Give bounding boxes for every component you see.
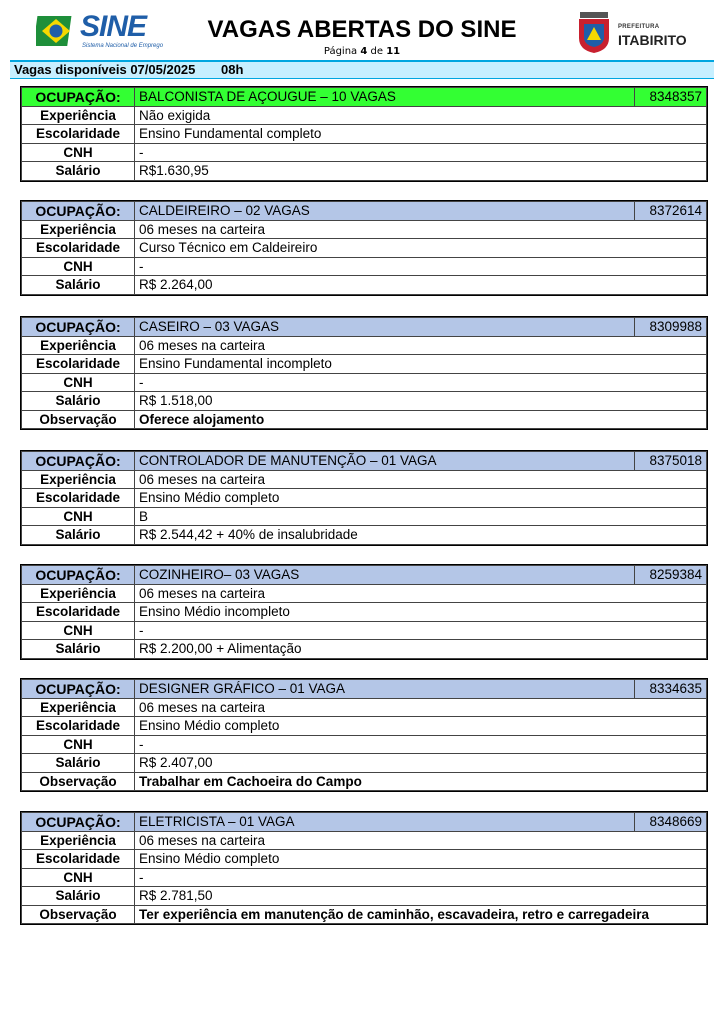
experience-row <box>22 698 707 717</box>
education-label: Escolaridade <box>22 850 135 869</box>
license-value: - <box>135 735 707 754</box>
availability-bar <box>10 60 714 79</box>
education-value: Curso Técnico em Caldeireiro <box>135 239 707 258</box>
education-label: Escolaridade <box>22 355 135 374</box>
occupation-title: CONTROLADOR DE MANUTENÇÃO – 01 VAGA <box>135 452 635 471</box>
license-row <box>22 868 707 887</box>
page-header <box>0 0 724 60</box>
occupation-label: OCUPAÇÃO: <box>22 318 135 337</box>
education-label: Escolaridade <box>22 603 135 622</box>
education-row <box>22 717 707 736</box>
observation-label: Observação <box>22 772 135 791</box>
job-code: 8259384 <box>635 566 707 585</box>
salary-label: Salário <box>22 887 135 906</box>
salary-value: R$ 2.200,00 + Alimentação <box>135 640 707 659</box>
experience-value: 06 meses na carteira <box>135 220 707 239</box>
license-row <box>22 507 707 526</box>
salary-label: Salário <box>22 276 135 295</box>
education-value: Ensino Médio completo <box>135 489 707 508</box>
salary-row <box>22 640 707 659</box>
experience-label: Experiência <box>22 584 135 603</box>
job-table <box>21 679 707 791</box>
occupation-row <box>22 452 707 471</box>
occupation-label: OCUPAÇÃO: <box>22 452 135 471</box>
salary-row <box>22 526 707 545</box>
experience-value: 06 meses na carteira <box>135 584 707 603</box>
job-code: 8334635 <box>635 680 707 699</box>
job-card <box>20 678 708 792</box>
salary-label: Salário <box>22 754 135 773</box>
prefeitura-label: PREFEITURA <box>618 24 660 30</box>
experience-label: Experiência <box>22 831 135 850</box>
education-value: Ensino Médio incompleto <box>135 603 707 622</box>
occupation-title: CALDEIREIRO – 02 VAGAS <box>135 202 635 221</box>
salary-row <box>22 887 707 906</box>
occupation-label: OCUPAÇÃO: <box>22 813 135 832</box>
occupation-row <box>22 566 707 585</box>
license-value: - <box>135 373 707 392</box>
sine-subtitle: Sistema Nacional de Emprego <box>82 43 164 49</box>
education-label: Escolaridade <box>22 239 135 258</box>
availability-time: 08h <box>221 62 244 77</box>
license-label: CNH <box>22 735 135 754</box>
city-crest-icon <box>576 12 612 54</box>
salary-row <box>22 754 707 773</box>
education-value: Ensino Médio completo <box>135 717 707 736</box>
experience-row <box>22 220 707 239</box>
license-row <box>22 735 707 754</box>
license-value: - <box>135 621 707 640</box>
license-label: CNH <box>22 868 135 887</box>
city-name: ITABIRITO <box>618 32 687 48</box>
license-row <box>22 143 707 162</box>
license-value: - <box>135 143 707 162</box>
occupation-label: OCUPAÇÃO: <box>22 566 135 585</box>
education-value: Ensino Fundamental incompleto <box>135 355 707 374</box>
job-card <box>20 316 708 430</box>
observation-row <box>22 905 707 924</box>
education-row <box>22 850 707 869</box>
occupation-row <box>22 318 707 337</box>
experience-row <box>22 336 707 355</box>
job-code: 8348669 <box>635 813 707 832</box>
license-row <box>22 373 707 392</box>
license-label: CNH <box>22 257 135 276</box>
education-row <box>22 355 707 374</box>
observation-value: Ter experiência em manutenção de caminhão, escavadeira, retro e carregadeira <box>135 905 707 924</box>
job-table <box>21 317 707 429</box>
education-row <box>22 603 707 622</box>
license-value: - <box>135 868 707 887</box>
experience-label: Experiência <box>22 220 135 239</box>
experience-label: Experiência <box>22 336 135 355</box>
job-code: 8348357 <box>635 88 707 107</box>
occupation-title: ELETRICISTA – 01 VAGA <box>135 813 635 832</box>
job-card <box>20 811 708 925</box>
education-label: Escolaridade <box>22 125 135 144</box>
job-card <box>20 86 708 182</box>
experience-label: Experiência <box>22 106 135 125</box>
salary-value: R$ 2.264,00 <box>135 276 707 295</box>
experience-row <box>22 470 707 489</box>
occupation-row <box>22 202 707 221</box>
job-table <box>21 87 707 181</box>
observation-label: Observação <box>22 905 135 924</box>
sine-wordmark: SINE <box>80 10 147 43</box>
observation-row <box>22 410 707 429</box>
education-row <box>22 489 707 508</box>
observation-row <box>22 772 707 791</box>
occupation-title: COZINHEIRO– 03 VAGAS <box>135 566 635 585</box>
salary-label: Salário <box>22 526 135 545</box>
license-value: - <box>135 257 707 276</box>
occupation-label: OCUPAÇÃO: <box>22 202 135 221</box>
salary-value: R$ 2.544,42 + 40% de insalubridade <box>135 526 707 545</box>
page-number: Página 4 de 11 <box>323 46 401 57</box>
occupation-title: BALCONISTA DE AÇOUGUE – 10 VAGAS <box>135 88 635 107</box>
job-card <box>20 450 708 546</box>
salary-value: R$ 1.518,00 <box>135 392 707 411</box>
license-label: CNH <box>22 507 135 526</box>
occupation-label: OCUPAÇÃO: <box>22 88 135 107</box>
license-label: CNH <box>22 373 135 392</box>
occupation-row <box>22 88 707 107</box>
job-table <box>21 812 707 924</box>
occupation-title: CASEIRO – 03 VAGAS <box>135 318 635 337</box>
experience-label: Experiência <box>22 470 135 489</box>
experience-value: 06 meses na carteira <box>135 470 707 489</box>
experience-value: 06 meses na carteira <box>135 831 707 850</box>
job-table <box>21 565 707 659</box>
education-row <box>22 125 707 144</box>
license-label: CNH <box>22 143 135 162</box>
salary-value: R$1.630,95 <box>135 162 707 181</box>
experience-value: 06 meses na carteira <box>135 336 707 355</box>
job-table <box>21 201 707 295</box>
availability-date: Vagas disponíveis 07/05/2025 <box>14 62 196 77</box>
experience-value: Não exigida <box>135 106 707 125</box>
page-title: VAGAS ABERTAS DO SINE <box>207 16 517 43</box>
experience-row <box>22 584 707 603</box>
prefeitura-logo <box>576 12 696 54</box>
salary-value: R$ 2.407,00 <box>135 754 707 773</box>
education-row <box>22 239 707 258</box>
observation-value: Trabalhar em Cachoeira do Campo <box>135 772 707 791</box>
experience-row <box>22 106 707 125</box>
observation-label: Observação <box>22 410 135 429</box>
occupation-row <box>22 680 707 699</box>
observation-value: Oferece alojamento <box>135 410 707 429</box>
license-row <box>22 621 707 640</box>
education-label: Escolaridade <box>22 717 135 736</box>
license-value: B <box>135 507 707 526</box>
salary-label: Salário <box>22 640 135 659</box>
job-card <box>20 200 708 296</box>
salary-row <box>22 392 707 411</box>
occupation-label: OCUPAÇÃO: <box>22 680 135 699</box>
education-label: Escolaridade <box>22 489 135 508</box>
experience-row <box>22 831 707 850</box>
job-code: 8372614 <box>635 202 707 221</box>
job-table <box>21 451 707 545</box>
salary-row <box>22 162 707 181</box>
license-row <box>22 257 707 276</box>
license-label: CNH <box>22 621 135 640</box>
salary-label: Salário <box>22 392 135 411</box>
occupation-row <box>22 813 707 832</box>
job-code: 8375018 <box>635 452 707 471</box>
job-card <box>20 564 708 660</box>
education-value: Ensino Médio completo <box>135 850 707 869</box>
occupation-title: DESIGNER GRÁFICO – 01 VAGA <box>135 680 635 699</box>
experience-label: Experiência <box>22 698 135 717</box>
education-value: Ensino Fundamental completo <box>135 125 707 144</box>
salary-row <box>22 276 707 295</box>
experience-value: 06 meses na carteira <box>135 698 707 717</box>
job-code: 8309988 <box>635 318 707 337</box>
salary-value: R$ 2.781,50 <box>135 887 707 906</box>
salary-label: Salário <box>22 162 135 181</box>
